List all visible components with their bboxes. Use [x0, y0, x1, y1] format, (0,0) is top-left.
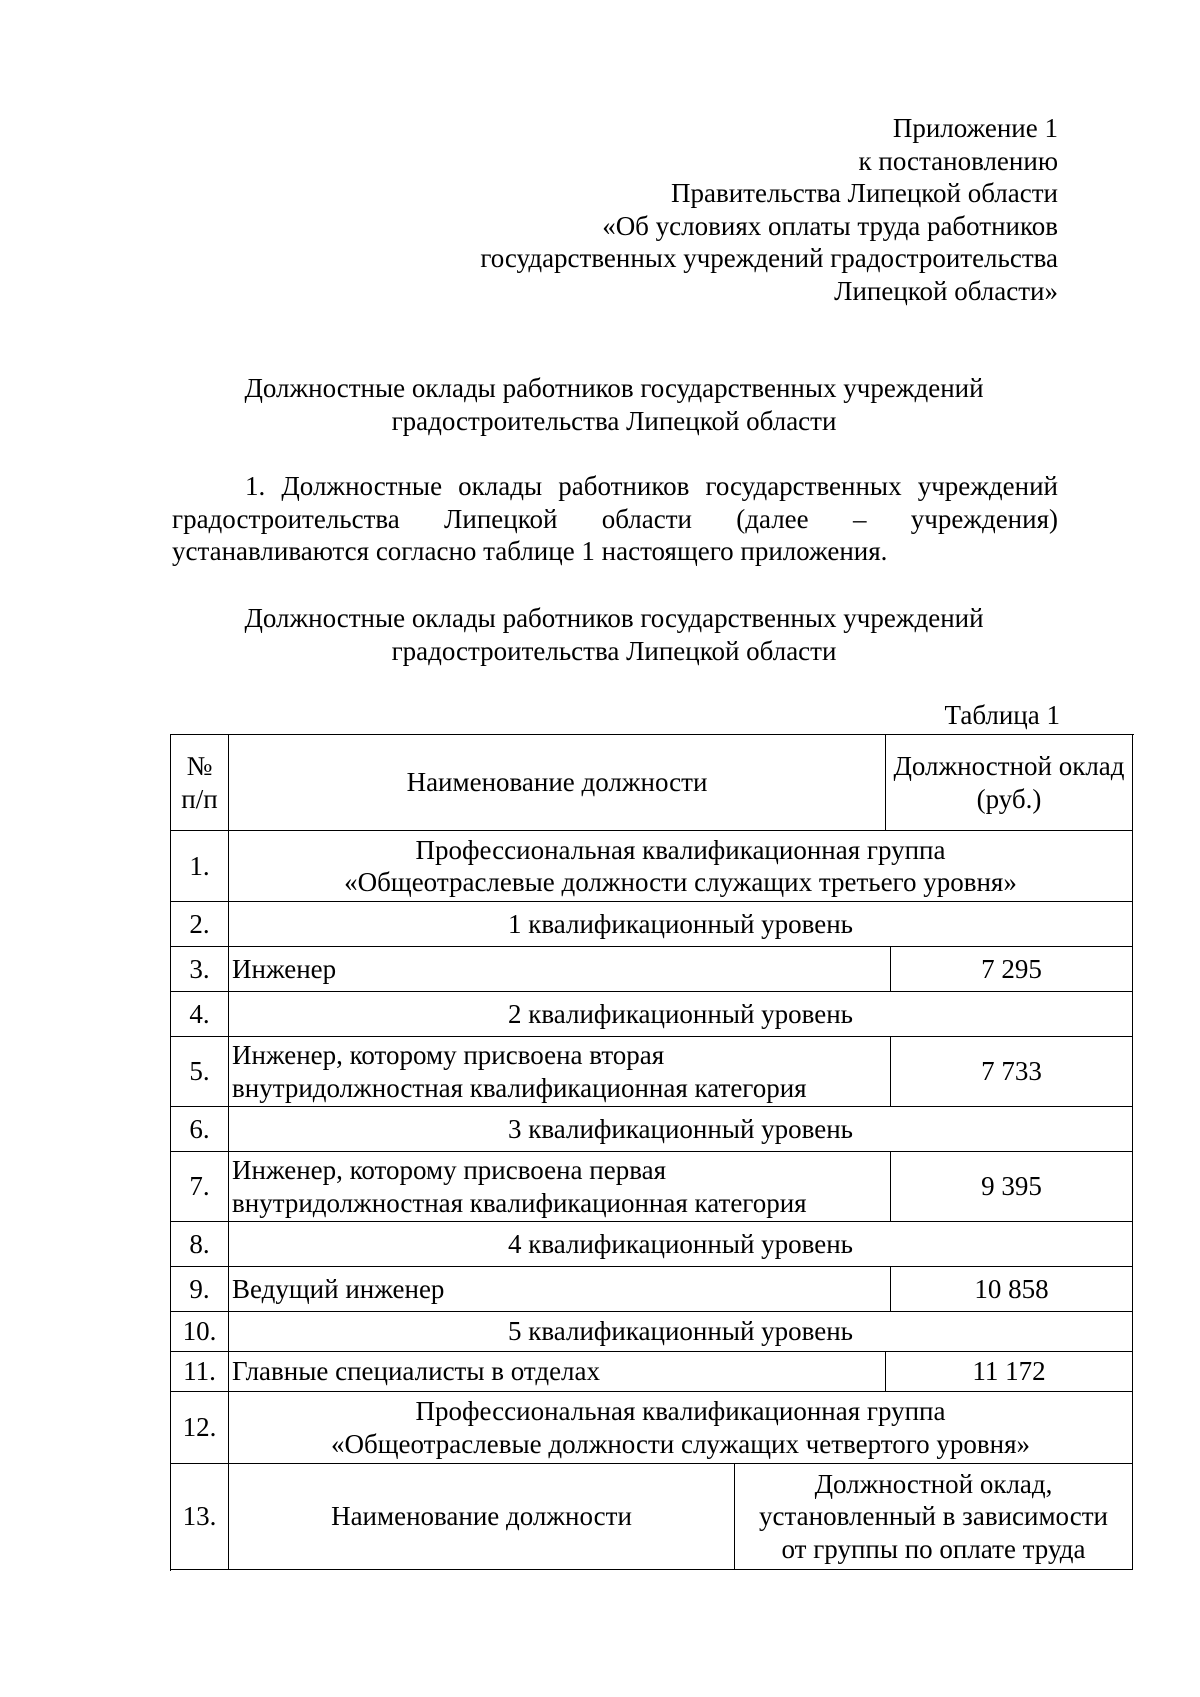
position-name-cell: Инженер	[229, 947, 891, 992]
group-line: Профессиональная квалификационная группа	[415, 1396, 946, 1426]
table-row	[171, 831, 1133, 902]
table-caption: Таблица 1	[944, 700, 1060, 730]
document-title	[172, 372, 1056, 437]
table-row	[171, 1037, 1133, 1107]
level-header-cell: 2 квалификационный уровень	[229, 992, 1133, 1037]
table-title	[172, 602, 1056, 667]
row-number: 8.	[171, 1222, 229, 1267]
annex-line: к постановлению	[858, 145, 1058, 176]
header-salary-line: (руб.)	[976, 783, 1042, 814]
table-row	[171, 902, 1133, 947]
table-row	[171, 1392, 1133, 1464]
subheader-salary-cell	[735, 1464, 1133, 1570]
salary-cell: 7 733	[891, 1037, 1133, 1107]
level-header-cell: 3 квалификационный уровень	[229, 1107, 1133, 1152]
table-row	[171, 1152, 1133, 1222]
title-line: Должностные оклады работников государственных учреждений	[244, 603, 984, 633]
header-num-line: п/п	[181, 783, 218, 814]
title-line: Должностные оклады работников государственных учреждений	[244, 373, 984, 403]
table-row	[171, 1312, 1133, 1352]
level-header-cell: 4 квалификационный уровень	[229, 1222, 1133, 1267]
table-row	[171, 1267, 1133, 1312]
salary-cell: 9 395	[891, 1152, 1133, 1222]
annex-line: Правительства Липецкой области	[670, 178, 1058, 208]
position-name-line: Инженер, которому присвоена вторая	[232, 1040, 665, 1070]
group-header-cell	[229, 1392, 1133, 1464]
subheader-name-cell: Наименование должности	[229, 1464, 735, 1570]
row-number: 5.	[171, 1037, 229, 1107]
table-row	[171, 1352, 1133, 1392]
annex-header	[480, 112, 1058, 307]
table-row	[171, 1107, 1133, 1152]
row-number: 9.	[171, 1267, 229, 1312]
header-name-text: Наименование должности	[406, 767, 708, 798]
position-name-cell	[229, 1037, 891, 1107]
subheader-salary-line: Должностной оклад,	[814, 1468, 1053, 1499]
level-header-cell: 1 квалификационный уровень	[229, 902, 1133, 947]
annex-line: государственных учреждений градостроительства	[480, 243, 1058, 273]
group-header-cell	[229, 831, 1133, 902]
row-number: 6.	[171, 1107, 229, 1152]
table-header-row	[171, 735, 1133, 831]
table-row	[171, 947, 1133, 992]
salary-cell: 11 172	[886, 1352, 1133, 1392]
row-number: 10.	[171, 1312, 229, 1352]
header-num-line: №	[186, 751, 213, 781]
position-name-line: внутридолжностная квалификационная категория	[232, 1072, 807, 1103]
table-row	[171, 1464, 1133, 1570]
header-salary-cell	[886, 735, 1133, 831]
header-name-cell	[229, 735, 886, 831]
annex-line: «Об условиях оплаты труда работников	[602, 210, 1058, 241]
position-name-line: внутридолжностная квалификационная категория	[232, 1187, 807, 1218]
title-line: градостроительства Липецкой области	[391, 635, 837, 666]
paragraph-text: 1. Должностные оклады работников государственных учреждений градостроительства Липецкой области (далее – учреждения) устанавливаются согласно таблице 1 настоящего приложения.	[172, 471, 1058, 566]
table-row	[171, 1222, 1133, 1267]
row-number: 13.	[171, 1464, 229, 1570]
row-number: 7.	[171, 1152, 229, 1222]
annex-line: Липецкой области»	[834, 275, 1058, 306]
row-number: 12.	[171, 1392, 229, 1464]
position-name-line: Инженер, которому присвоена первая	[232, 1155, 666, 1185]
table-row	[171, 992, 1133, 1037]
row-number: 11.	[171, 1352, 229, 1392]
position-name-cell: Главные специалисты в отделах	[229, 1352, 886, 1392]
subheader-salary-line: от группы по оплате труда	[781, 1533, 1086, 1564]
salary-table	[170, 734, 1134, 1571]
salary-cell: 7 295	[891, 947, 1133, 992]
salary-cell: 10 858	[891, 1267, 1133, 1312]
group-line: «Общеотраслевые должности служащих третьего уровня»	[344, 867, 1017, 897]
row-number: 1.	[171, 831, 229, 902]
position-name-cell	[229, 1152, 891, 1222]
group-line: Профессиональная квалификационная группа	[415, 834, 946, 865]
header-num-cell	[171, 735, 229, 831]
level-header-cell: 5 квалификационный уровень	[229, 1312, 1133, 1352]
header-salary-line: Должностной оклад	[893, 751, 1125, 781]
title-line: градостроительства Липецкой области	[391, 405, 837, 436]
row-number: 2.	[171, 902, 229, 947]
group-line: «Общеотраслевые должности служащих четвертого уровня»	[331, 1428, 1030, 1459]
row-number: 3.	[171, 947, 229, 992]
row-number: 4.	[171, 992, 229, 1037]
annex-line: Приложение 1	[892, 113, 1058, 143]
position-name-cell: Ведущий инженер	[229, 1267, 891, 1312]
subheader-salary-line: установленный в зависимости	[759, 1501, 1108, 1532]
body-paragraph	[172, 470, 1058, 568]
